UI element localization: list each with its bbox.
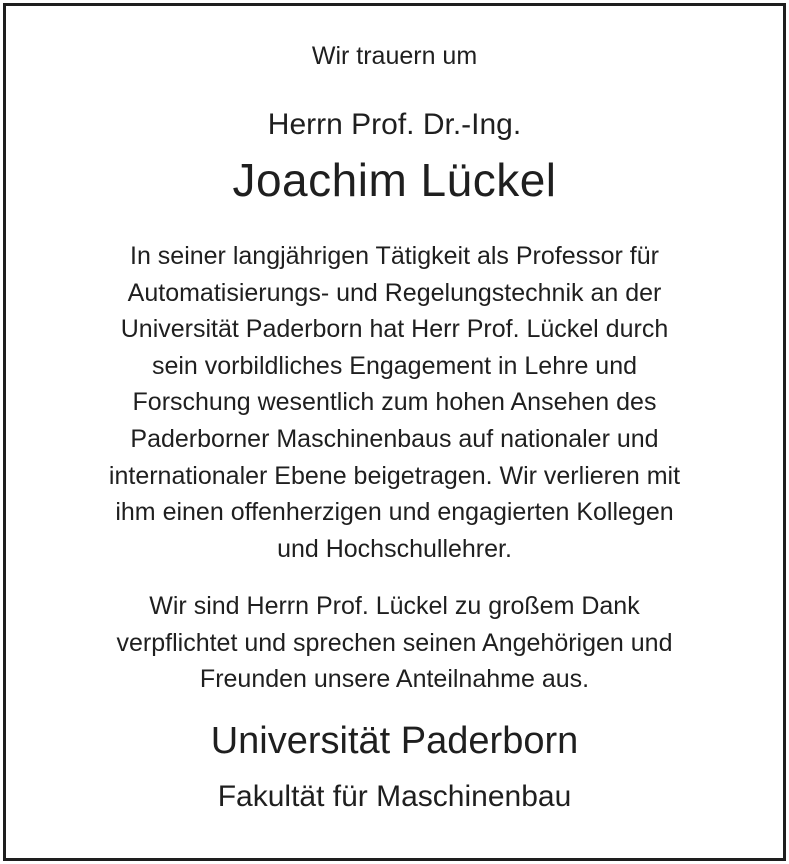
condolence-line: verpflichtet und sprechen seinen Angehörigen und — [116, 628, 673, 657]
intro-text: Wir trauern um — [311, 42, 478, 70]
tribute-paragraph — [6, 238, 783, 567]
tribute-line: Paderborner Maschinenbaus auf nationaler und — [130, 424, 659, 453]
tribute-line: sein vorbildliches Engagement in Lehre und — [151, 351, 638, 380]
tribute-line: Automatisierungs- und Regelungstechnik an der — [127, 278, 662, 307]
organization-name: Universität Paderborn — [210, 720, 579, 762]
tribute-line: und Hochschullehrer. — [277, 534, 512, 563]
tribute-line: In seiner langjährigen Tätigkeit als Professor für — [130, 242, 659, 270]
tribute-line: ihm einen offenherzigen und engagierten Kollegen — [115, 498, 674, 527]
honorific-title: Herrn Prof. Dr.-Ing. — [267, 108, 522, 141]
condolence-paragraph — [6, 588, 783, 698]
tribute-line: Universität Paderborn hat Herr Prof. Lückel durch — [120, 315, 669, 344]
obituary-notice — [3, 3, 786, 861]
faculty-name: Fakultät für Maschinenbau — [217, 780, 572, 813]
condolence-line: Wir sind Herrn Prof. Lückel zu großem Dank — [149, 592, 640, 620]
tribute-line: Forschung wesentlich zum hohen Ansehen des — [132, 388, 657, 417]
deceased-name: Joachim Lückel — [232, 154, 557, 206]
condolence-line: Freunden unsere Anteilnahme aus. — [199, 665, 590, 694]
tribute-line: internationaler Ebene beigetragen. Wir verlieren mit — [108, 461, 681, 490]
